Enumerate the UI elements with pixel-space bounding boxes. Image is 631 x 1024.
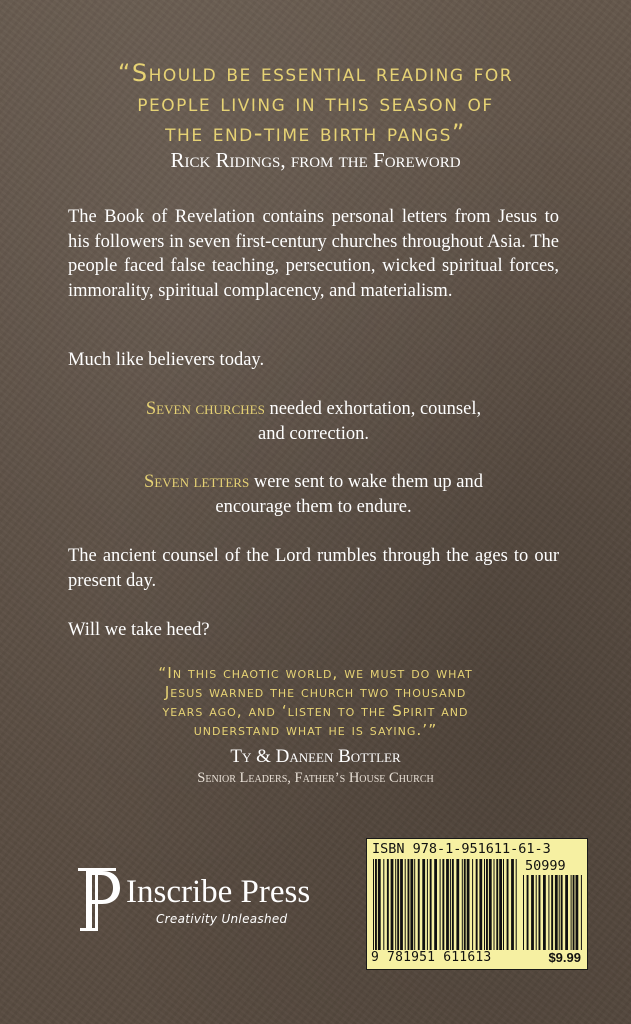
paragraph-text: encourage them to endure. xyxy=(215,496,412,517)
highlight-text: Seven letters xyxy=(144,472,250,492)
publisher-name: Inscribe Press xyxy=(126,874,311,910)
question-paragraph: Will we take heed? xyxy=(68,620,210,640)
highlight-text: Seven churches xyxy=(145,399,265,419)
intro-paragraph: The Book of Revelation contains personal letters from Jesus to his followers in seven first-century churches throughout Asia. The people faced false teaching, persecution, wicked spiritual forces, immorality, spiritual complacency, and materialism. xyxy=(68,207,559,301)
headline-quote xyxy=(20,58,611,148)
headline-line: people living in this season of xyxy=(137,89,494,117)
endorsement-role: Senior Leaders, Father’s House Church xyxy=(197,770,434,786)
isbn-barcode xyxy=(366,838,588,970)
barcode-addon-number: 50999 xyxy=(525,858,566,874)
publisher-logo xyxy=(72,866,342,936)
counsel-paragraph: The ancient counsel of the Lord rumbles through the ages to our present day. xyxy=(68,546,559,591)
quote-line: years ago, and ‘listen to the Spirit and xyxy=(162,702,469,720)
publisher-mark-icon xyxy=(72,866,122,934)
endorsement-quote xyxy=(40,664,591,740)
headline-line: the end-time birth pangs” xyxy=(165,119,466,147)
headline-attribution: Rick Ridings, from the Foreword xyxy=(170,148,461,172)
short-paragraph: Much like believers today. xyxy=(68,350,265,370)
quote-line: understand what he is saying.’” xyxy=(193,721,438,739)
seven-churches-paragraph xyxy=(68,397,559,446)
paragraph-text: needed exhortation, counsel, xyxy=(264,399,482,419)
price-label: $9.99 xyxy=(548,950,581,965)
paragraph-text: and correction. xyxy=(258,423,369,444)
seven-letters-paragraph xyxy=(68,470,559,519)
endorsement-author: Ty & Daneen Bottler xyxy=(230,746,401,767)
isbn-number: ISBN 978-1-951611-61-3 xyxy=(372,841,551,857)
quote-line: “In this chaotic world, we must do what xyxy=(158,664,473,682)
barcode-addon-bars xyxy=(522,875,582,950)
quote-line: Jesus warned the church two thousand xyxy=(164,683,467,701)
barcode-digits: 9 781951 611613 xyxy=(371,950,492,965)
paragraph-text: were sent to wake them up and xyxy=(249,472,483,492)
publisher-tagline: Creativity Unleashed xyxy=(156,912,288,926)
barcode-bars xyxy=(372,859,517,950)
headline-line: “Should be essential reading for xyxy=(117,59,514,87)
